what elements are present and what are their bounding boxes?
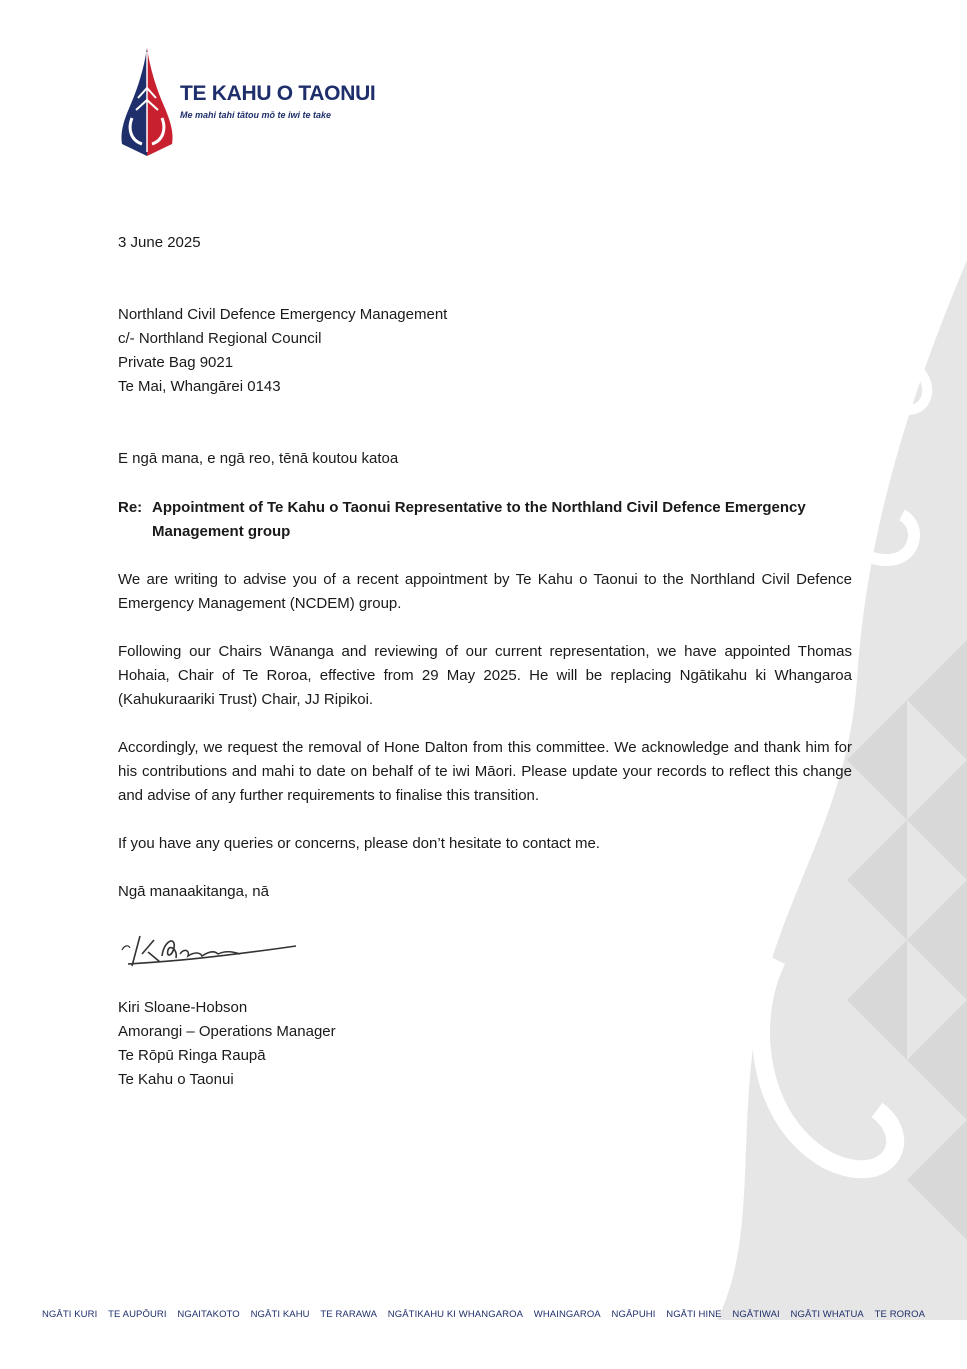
signoff: Ngā manaakitanga, nā	[118, 883, 269, 900]
signatory-name: Kiri Sloane-Hobson	[118, 999, 248, 1016]
handwritten-signature	[118, 926, 303, 974]
signatory-organisation: Te Kahu o Taonui	[118, 1071, 234, 1088]
address-line: Private Bag 9021	[118, 354, 234, 371]
signatory-title: Amorangi – Operations Manager	[118, 1023, 336, 1040]
re-label: Re:	[118, 499, 143, 516]
iwi-name: NGĀTI KAHU	[250, 1309, 310, 1320]
signatory-unit: Te Rōpū Ringa Raupā	[118, 1047, 266, 1064]
iwi-name: NGAITAKOTO	[177, 1309, 240, 1320]
iwi-name: TE ROROA	[874, 1309, 926, 1320]
organisation-logo	[118, 48, 378, 158]
body-paragraph: Following our Chairs Wānanga and reviewing of our current representation, we have appointed Thomas Hohaia, Chair of Te Roroa, effective from 29 May 2025. He will be replacing Ngātikahu ki Whangaroa (Kahukuraariki Trust) Chair, JJ Ripikoi.	[118, 643, 852, 708]
letter-date: 3 June 2025	[118, 234, 201, 251]
address-line: Northland Civil Defence Emergency Management	[118, 306, 448, 323]
iwi-name: WHAINGAROA	[533, 1309, 601, 1320]
iwi-name: NGĀTI KURI	[41, 1309, 98, 1320]
iwi-name: NGĀTIKAHU KI WHANGAROA	[387, 1309, 524, 1320]
organisation-name: TE KAHU O TAONUI	[180, 82, 376, 105]
iwi-name: TE RARAWA	[320, 1309, 378, 1320]
body-paragraph: We are writing to advise you of a recent appointment by Te Kahu o Taonui to the Northland Civil Defence Emergency Management (NCDEM) group.	[118, 571, 852, 612]
iwi-name: NGĀTIWAI	[732, 1309, 780, 1320]
iwi-name: NGĀTI HINE	[666, 1309, 722, 1320]
body-paragraph: Accordingly, we request the removal of Hone Dalton from this committee. We acknowledge and thank him for his contributions and mahi to date on behalf of te iwi Māori. Please update your records to reflect this change and advise of any further requirements to finalise this transition.	[118, 739, 852, 804]
iwi-name: NGĀPUHI	[611, 1309, 656, 1320]
kahu-feather-emblem-icon	[118, 48, 176, 156]
iwi-footer	[0, 1309, 967, 1320]
greeting: E ngā mana, e ngā reo, tēnā koutou katoa	[118, 450, 399, 467]
re-subject: Appointment of Te Kahu o Taonui Representative to the Northland Civil Defence Emergency Management group	[152, 499, 806, 540]
address-line: c/- Northland Regional Council	[118, 330, 322, 347]
organisation-tagline: Me mahi tahi tātou mō te iwi te take	[180, 110, 332, 120]
iwi-name: TE AUPŌURI	[108, 1309, 167, 1320]
address-line: Te Mai, Whangārei 0143	[118, 378, 281, 395]
iwi-name: NGĀTI WHATUA	[790, 1309, 864, 1320]
body-paragraph: If you have any queries or concerns, please don’t hesitate to contact me.	[118, 835, 600, 852]
